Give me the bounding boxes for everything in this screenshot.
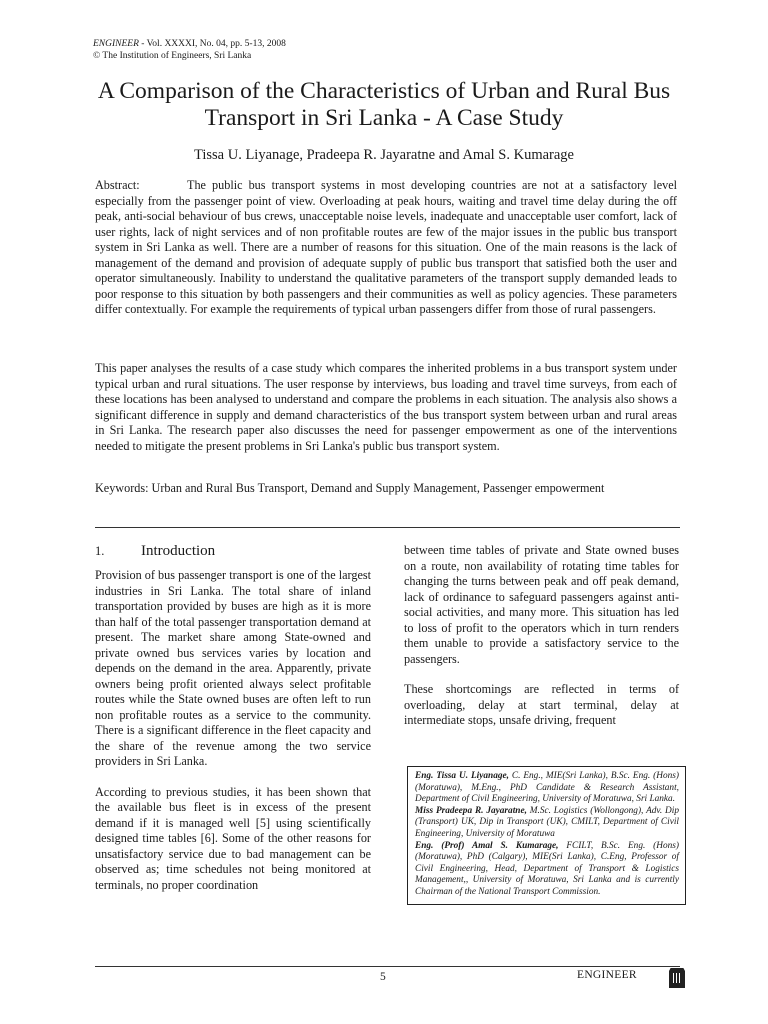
affiliation-3 [415,841,679,899]
footer-divider [95,966,680,967]
affiliation-2 [415,806,679,841]
journal-copyright: © The Institution of Engineers, Sri Lanka [93,51,252,61]
institution-logo-icon [669,968,685,988]
paper-title: A Comparison of the Characteristics of Urban and Rural Bus Transport in Sri Lanka - A Case Study [97,78,671,131]
left-column [95,542,371,908]
footer-journal-name: ENGINEER [577,969,637,981]
abstract-text: The public bus transport systems in most developing countries are not at a satisfactory level especially from the passenger point of view. Overloading at peak hours, waiting and travel time delay during the off peak, anti-social behaviour of bus crews, unacceptable noise levels, inadequate and unacceptable user comfort, lack of user rights, lack of night services and of non profitable routes are few of the major issues in the public bus transport system in Sri Lanka as well. There are a number of reasons for this situation. One of the main reasons is the lack of management of the demand and provision of adequate supply of public bus transport that satisfied both the user and operator simultaneously. Inability to understand the qualitative parameters of the transport supply demanded leads to poor response to this situation by both passengers and their communities as well as policy agencies. These parameters differ contextually. For example the requirements of typical urban passengers differ from those of rural passengers. [95,178,677,316]
journal-volume: - Vol. XXXXI, No. 04, pp. 5-13, 2008 [138,39,286,49]
page-number: 5 [380,971,386,983]
abstract-label: Abstract: [95,178,140,192]
section-heading [95,542,371,560]
keywords: Keywords: Urban and Rural Bus Transport, Demand and Supply Management, Passenger empowerment [95,481,605,495]
body-paragraph: between time tables of private and State owned buses on a route, non availability of rotating time tables for changing the turns between peak and off peak demand, lack of ordinance to safeguard passengers against anti-social activities, and many more. This situation has led to loss of profit to the operators which in turn renders them unable to provide a satisfactory service to the passengers. [404,543,679,666]
author-affiliations-box [407,766,686,905]
affiliation-author-name: Miss Pradeepa R. Jayaratne, [415,805,527,816]
body-paragraph: According to previous studies, it has been shown that the available bus fleet is in excess of the present demand if it is managed well [5] using scientifically designed time tables [6]. Some of the other reasons for unsatisfactory service due to bad management can be observed as; time schedules not being monitored at terminals, no proper coordination [95,784,371,892]
affiliation-details: FCILT, B.Sc. Eng. (Hons) (Moratuwa), PhD (Calgary), MIE(Sri Lanka), C.Eng, Professor of Civil Engineering, Head, Department of Transport & Logistics Management,, University of Moratuwa, Sri Lanka and is currently Chairman of the National Transport Commission. [415,840,679,897]
affiliation-details: M.Sc. Logistics (Wollongong), Adv. Dip (Transport) UK, Dip in Transport (UK), CMILT, Department of Civil Engineering, University of Moratuwa [415,805,679,839]
affiliation-author-name: Eng. Tissa U. Liyanage, [415,771,509,781]
abstract-paragraph-2: This paper analyses the results of a case study which compares the inherited problems in a bus transport system under typical urban and rural situations. The user response by interviews, bus loading and travel time surveys, from each of these locations has been analysed to understand and compare the problems in each situation. The analysis also shows a significant difference in supply and demand characteristics of the bus transport system between urban and rural areas in Sri Lanka. The research paper also discusses the need for passenger empowerment as one of the interventions needed to mitigate the present problems in Sri Lanka's public bus transport system. [95,361,677,453]
right-column [404,543,679,744]
affiliation-1 [415,771,679,806]
journal-citation [93,38,286,50]
header-divider [95,527,680,528]
affiliation-details: C. Eng., MIE(Sri Lanka), B.Sc. Eng. (Hons) (Moratuwa), M.Eng., PhD Candidate & Research Assistant, Department of Civil Engineering, University of Moratuwa, Sri Lanka. [415,771,679,805]
body-paragraph: These shortcomings are reflected in terms of overloading, delay at start terminal, delay at intermediate stops, unsafe driving, frequent [404,682,679,727]
section-number: 1. [95,544,105,558]
abstract [95,178,677,318]
author-list: Tissa U. Liyanage, Pradeepa R. Jayaratne and Amal S. Kumarage [194,147,574,163]
journal-name: ENGINEER [93,39,139,49]
affiliation-author-name: Eng. (Prof) Amal S. Kumarage, [415,840,559,851]
journal-header [93,38,286,62]
section-title: Introduction [141,543,216,559]
body-paragraph: Provision of bus passenger transport is one of the largest industries in Sri Lanka. The total share of inland transportation provided by buses are high as it is more than half of the total passenger transportation demand at present. The market share among State-owned and private owned bus services varies by location and depends on the demand in the area. Apparently, private owners being profit oriented always select profitable routes while the State owned buses are often left to run non profitable routes as a service to the community. There is a significant difference in the fleet capacity and the share of the revenue among the two service providers in Sri Lanka. [95,568,371,768]
